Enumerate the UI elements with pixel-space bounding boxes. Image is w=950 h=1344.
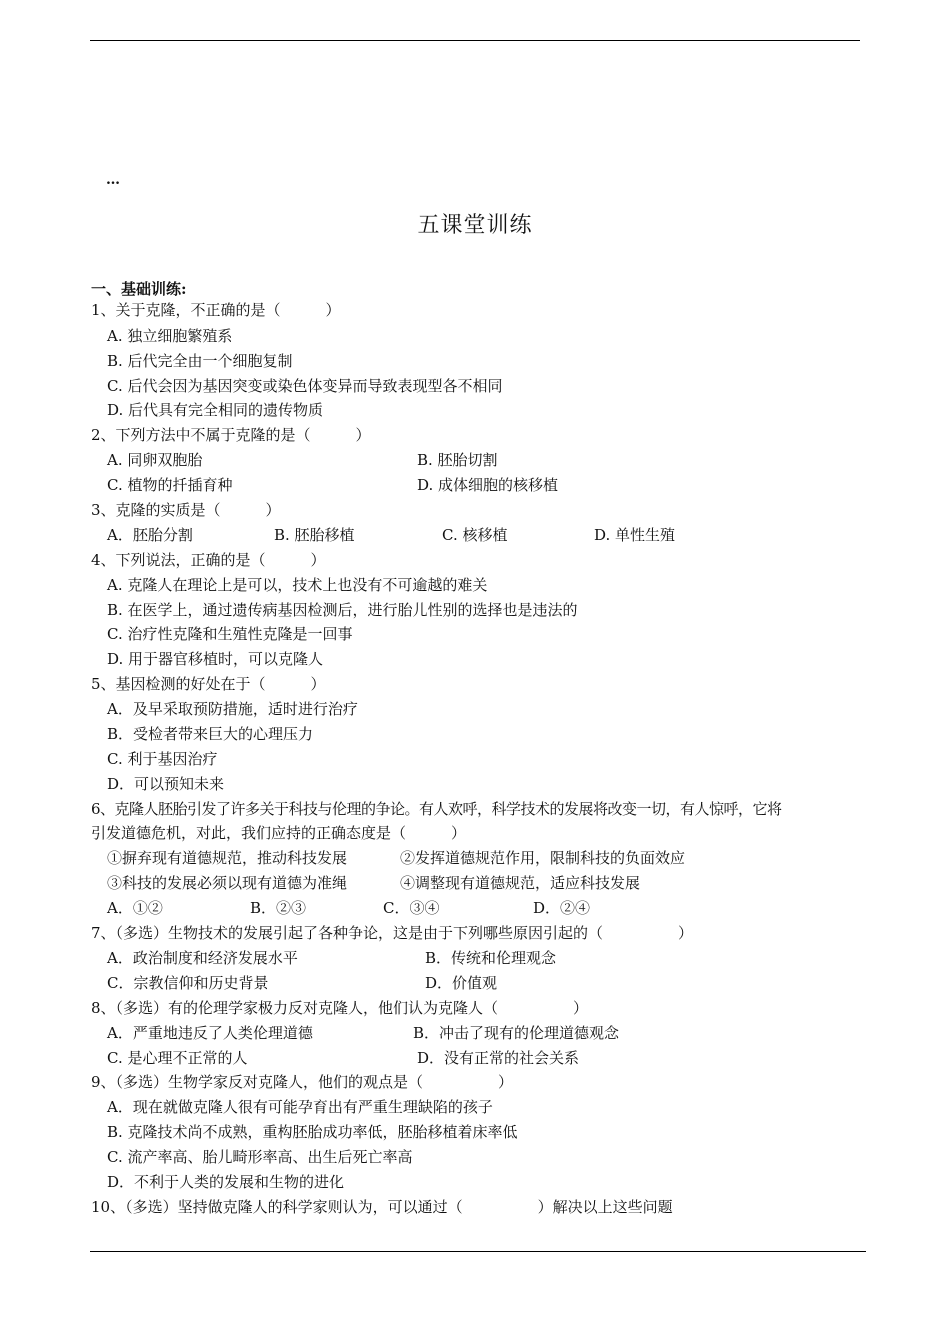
question-6-option-b: B．②③ bbox=[250, 899, 307, 917]
question-6-statement-1: ①摒弃现有道德规范，推动科技发展 bbox=[107, 849, 348, 867]
question-2-option-b: B. 胚胎切割 bbox=[417, 451, 498, 469]
question-1-option-a: A. 独立细胞繁殖系 bbox=[107, 327, 233, 345]
question-9-option-d: D．不利于人类的发展和生物的进化 bbox=[107, 1173, 345, 1191]
question-5-option-a: A．及早采取预防措施，适时进行治疗 bbox=[107, 700, 358, 718]
question-3-option-c: C. 核移植 bbox=[442, 526, 508, 544]
question-6-option-a: A．①② bbox=[107, 899, 163, 917]
question-5-stem: 5、基因检测的好处在于（ ） bbox=[91, 675, 326, 693]
question-9-option-c: C. 流产率高、胎儿畸形率高、出生后死亡率高 bbox=[107, 1148, 413, 1166]
question-7-option-c: C．宗教信仰和历史背景 bbox=[107, 974, 269, 992]
question-6-stem-line-2: 引发道德危机，对此，我们应持的正确态度是（ ） bbox=[91, 824, 467, 842]
question-1-option-b: B. 后代完全由一个细胞复制 bbox=[107, 352, 293, 370]
question-8-option-b: B．冲击了现有的伦理道德观念 bbox=[413, 1024, 620, 1042]
question-6-option-c: C．③④ bbox=[383, 899, 440, 917]
question-8-option-a: A．严重地违反了人类伦理道德 bbox=[107, 1024, 313, 1042]
question-7-stem: 7、（多选）生物技术的发展引起了各种争论，这是由于下列哪些原因引起的（ ） bbox=[91, 924, 694, 942]
question-5-option-b: B．受检者带来巨大的心理压力 bbox=[107, 725, 314, 743]
question-3-option-a: A．胚胎分割 bbox=[107, 526, 193, 544]
question-4-option-b: B. 在医学上，通过遗传病基因检测后，进行胎儿性别的选择也是违法的 bbox=[107, 601, 578, 619]
question-6-statement-4: ④调整现有道德规范，适应科技发展 bbox=[400, 874, 641, 892]
question-8-stem: 8、（多选）有的伦理学家极力反对克隆人，他们认为克隆人（ ） bbox=[91, 999, 589, 1017]
question-9-stem: 9、（多选）生物学家反对克隆人，他们的观点是（ ） bbox=[91, 1073, 514, 1091]
question-6-option-d: D．②④ bbox=[533, 899, 591, 917]
question-1-option-d: D. 后代具有完全相同的遗传物质 bbox=[107, 401, 324, 419]
question-3-stem: 3、克隆的实质是（ ） bbox=[91, 501, 281, 519]
header-ellipsis: … bbox=[106, 172, 120, 188]
question-9-option-a: A．现在就做克隆人很有可能孕育出有严重生理缺陷的孩子 bbox=[107, 1098, 493, 1116]
question-1-option-c: C. 后代会因为基因突变或染色体变异而导致表现型各不相同 bbox=[107, 377, 503, 395]
question-3-option-b: B. 胚胎移植 bbox=[274, 526, 355, 544]
question-9-option-b: B. 克隆技术尚不成熟，重构胚胎成功率低，胚胎移植着床率低 bbox=[107, 1123, 518, 1141]
question-2-stem: 2、下列方法中不属于克隆的是（ ） bbox=[91, 426, 371, 444]
question-6-stem-line-1: 6、克隆人胚胎引发了许多关于科技与伦理的争论。有人欢呼，科学技术的发展将改变一切，有人惊呼，它将 bbox=[91, 800, 782, 818]
question-5-option-c: C. 利于基因治疗 bbox=[107, 750, 218, 768]
section-heading: 一、基础训练: bbox=[91, 280, 187, 298]
question-1-stem: 1、关于克隆，不正确的是（ ） bbox=[91, 301, 341, 319]
question-10-stem: 10、（多选）坚持做克隆人的科学家则认为，可以通过（ ）解决以上这些问题 bbox=[91, 1198, 673, 1216]
question-5-option-d: D．可以预知未来 bbox=[107, 775, 225, 793]
question-7-option-d: D．价值观 bbox=[425, 974, 498, 992]
page-title: 五课堂训练 bbox=[417, 213, 533, 238]
question-7-option-b: B．传统和伦理观念 bbox=[425, 949, 557, 967]
question-2-option-a: A. 同卵双胞胎 bbox=[107, 451, 203, 469]
question-4-option-c: C. 治疗性克隆和生殖性克隆是一回事 bbox=[107, 625, 353, 643]
question-4-option-a: A. 克隆人在理论上是可以，技术上也没有不可逾越的难关 bbox=[107, 576, 488, 594]
question-8-option-c: C. 是心理不正常的人 bbox=[107, 1049, 248, 1067]
question-7-option-a: A．政治制度和经济发展水平 bbox=[107, 949, 298, 967]
question-4-stem: 4、下列说法，正确的是（ ） bbox=[91, 551, 326, 569]
header-rule bbox=[90, 40, 860, 41]
question-6-statement-3: ③科技的发展必须以现有道德为准绳 bbox=[107, 874, 348, 892]
question-4-option-d: D. 用于器官移植时，可以克隆人 bbox=[107, 650, 324, 668]
question-2-option-c: C. 植物的扦插育种 bbox=[107, 476, 233, 494]
footer-rule bbox=[90, 1251, 866, 1252]
question-3-option-d: D. 单性生殖 bbox=[594, 526, 676, 544]
question-6-statement-2: ②发挥道德规范作用，限制科技的负面效应 bbox=[400, 849, 686, 867]
question-8-option-d: D．没有正常的社会关系 bbox=[417, 1049, 580, 1067]
question-2-option-d: D. 成体细胞的核移植 bbox=[417, 476, 559, 494]
